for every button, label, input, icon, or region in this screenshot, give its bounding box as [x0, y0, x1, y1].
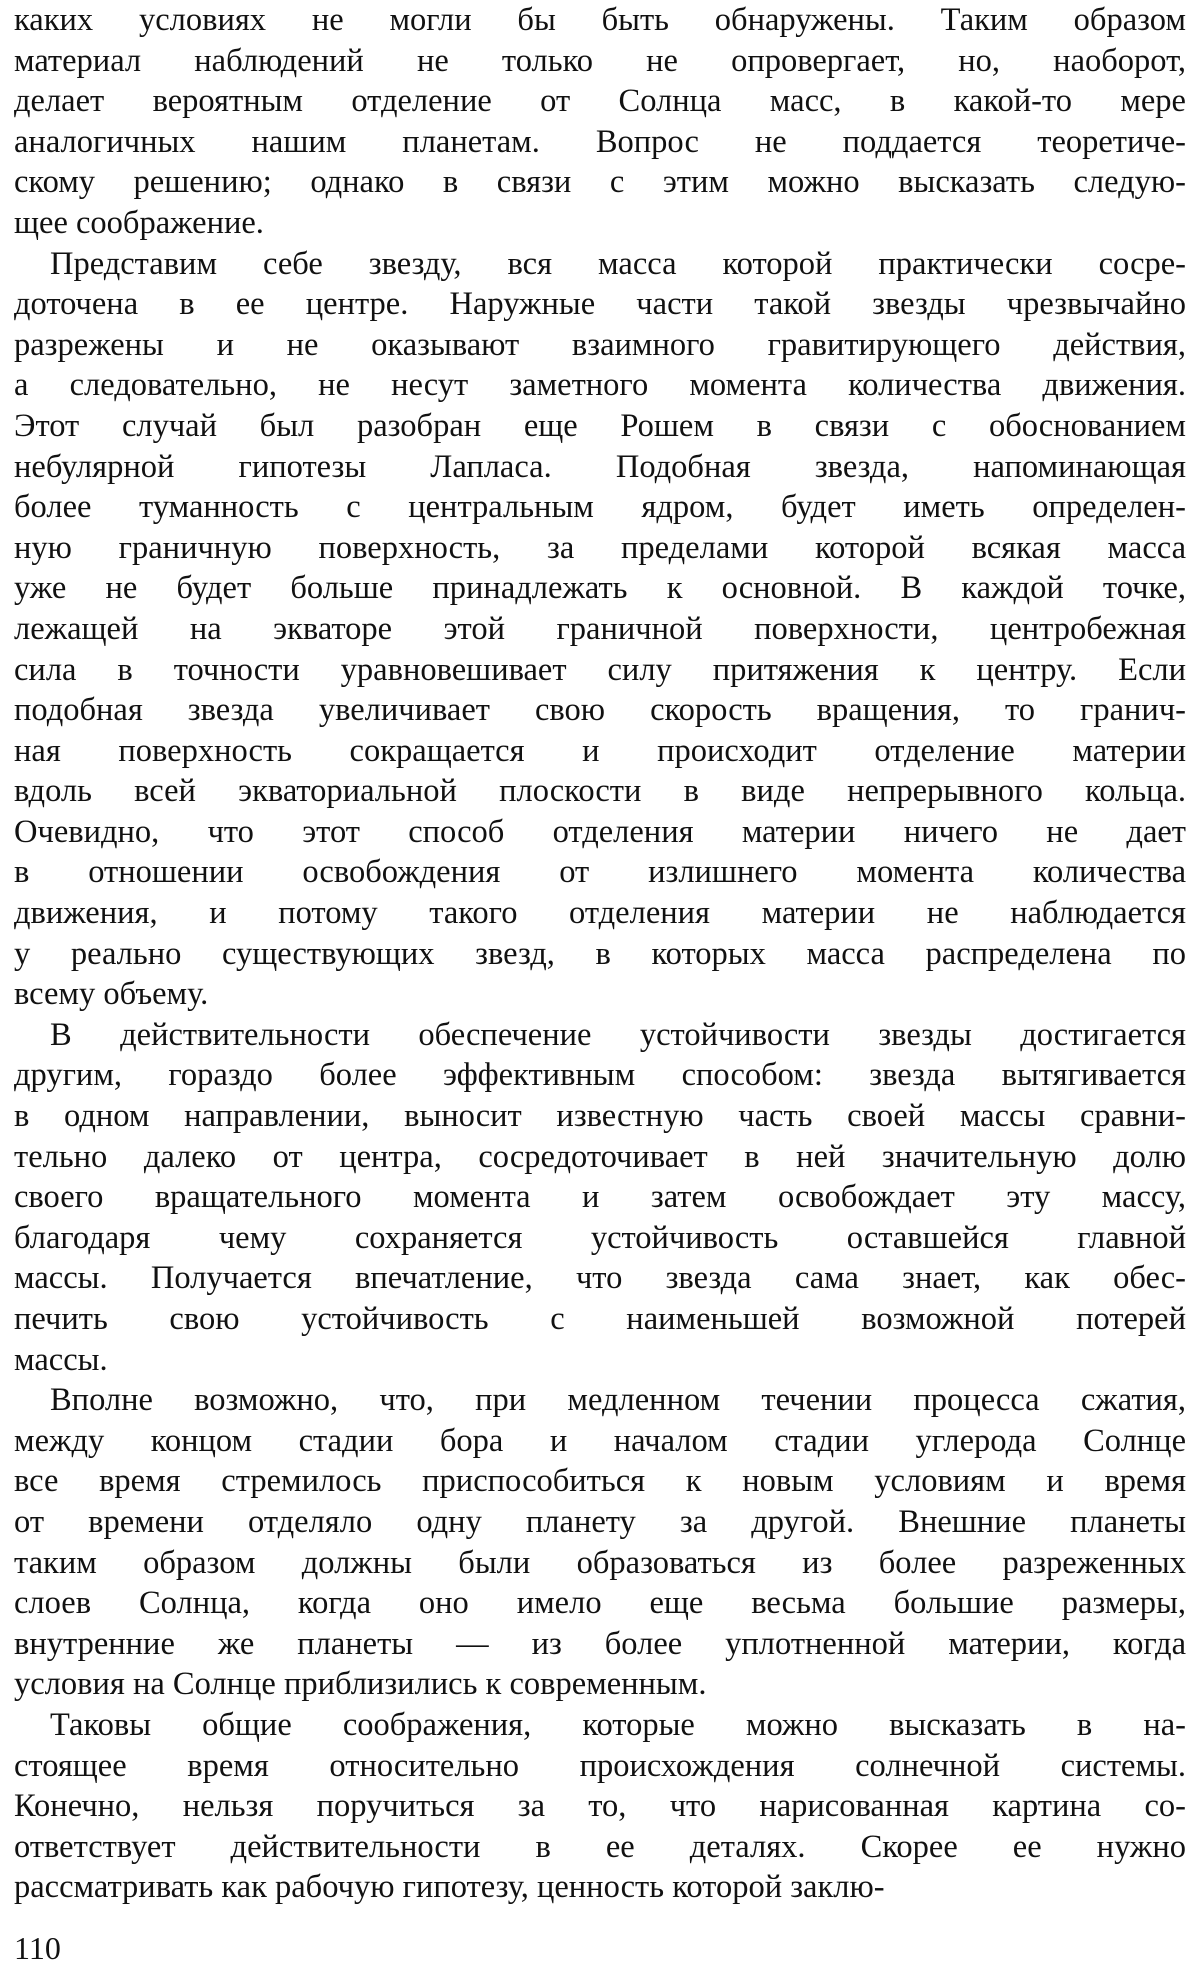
- text-line: всему объему.: [14, 976, 209, 1013]
- text-line: сила в точности уравновешивает силу притяжения к центру. Если: [14, 651, 1186, 688]
- text-line: небулярной гипотезы Лапласа. Подобная звезда, напоминающая: [14, 448, 1186, 485]
- paragraph: [14, 1380, 1186, 1705]
- text-line: слоев Солнца, когда оно имело еще весьма большие размеры,: [14, 1585, 1186, 1622]
- text-line: В действительности обеспечение устойчивости звезды достигается: [50, 1016, 1186, 1053]
- text-line: уже не будет больше принадлежать к основной. В каждой точке,: [14, 570, 1186, 607]
- text-line: Этот случай был разобран еще Рошем в связи с обоснованием: [14, 407, 1186, 444]
- text-line: лежащей на экваторе этой граничной поверхности, центробежная: [14, 610, 1186, 647]
- paragraph: [14, 1015, 1186, 1380]
- text-line: материал наблюдений не только не опровергает, но, наоборот,: [14, 42, 1186, 79]
- text-line: другим, гораздо более эффективным способом: звезда вытягивается: [14, 1057, 1186, 1094]
- paragraph: [14, 244, 1186, 1015]
- text-body: [14, 0, 1186, 1908]
- text-line: движения, и потому такого отделения материи не наблюдается: [14, 895, 1186, 932]
- book-page: [14, 0, 1186, 1984]
- page-number: 110: [14, 1930, 61, 1966]
- text-line: скому решению; однако в связи с этим можно высказать следую-: [14, 164, 1186, 201]
- text-line: между концом стадии бора и началом стадии углерода Солнце: [14, 1422, 1186, 1459]
- text-line: условия на Солнце приблизились к современным.: [14, 1666, 707, 1703]
- text-line: а следовательно, не несут заметного момента количества движения.: [14, 367, 1186, 404]
- text-line: Очевидно, что этот способ отделения материи ничего не дает: [14, 813, 1186, 850]
- text-line: благодаря чему сохраняется устойчивость оставшейся главной: [14, 1219, 1186, 1256]
- text-line: ная поверхность сокращается и происходит отделение материи: [14, 732, 1186, 769]
- text-line: каких условиях не могли бы быть обнаружены. Таким образом: [14, 2, 1186, 38]
- text-line: доточена в ее центре. Наружные части такой звезды чрезвычайно: [14, 286, 1186, 323]
- text-line: вдоль всей экваториальной плоскости в виде непрерывного кольца.: [14, 773, 1186, 810]
- text-line: своего вращательного момента и затем освобождает эту массу,: [14, 1179, 1186, 1216]
- text-line: у реально существующих звезд, в которых масса распределена по: [14, 935, 1186, 972]
- text-line: делает вероятным отделение от Солнца масс, в какой-то мере: [14, 83, 1186, 120]
- text-line: щее соображение.: [14, 204, 264, 241]
- text-line: аналогичных нашим планетам. Вопрос не поддается теоретиче-: [14, 123, 1186, 160]
- text-line: Таковы общие соображения, которые можно высказать в на-: [50, 1706, 1186, 1743]
- text-line: более туманность с центральным ядром, будет иметь определен-: [14, 489, 1186, 526]
- text-line: ответствует действительности в ее деталях. Скорее ее нужно: [14, 1828, 1186, 1865]
- text-line: внутренние же планеты — из более уплотненной материи, когда: [14, 1625, 1186, 1662]
- text-line: подобная звезда увеличивает свою скорость вращения, то гранич-: [14, 692, 1186, 729]
- paragraph: [14, 1705, 1186, 1908]
- text-line: печить свою устойчивость с наименьшей возможной потерей: [14, 1301, 1186, 1337]
- text-line: разрежены и не оказывают взаимного гравитирующего действия,: [14, 326, 1186, 363]
- text-line: в отношении освобождения от излишнего момента количества: [14, 854, 1186, 891]
- text-line: в одном направлении, выносит известную часть своей массы сравни-: [14, 1098, 1186, 1135]
- text-line: тельно далеко от центра, сосредоточивает в ней значительную долю: [14, 1138, 1186, 1175]
- paragraph: [14, 0, 1186, 244]
- text-line: Конечно, нельзя поручиться за то, что нарисованная картина со-: [14, 1788, 1186, 1825]
- text-line: все время стремилось приспособиться к новым условиям и время: [14, 1463, 1186, 1500]
- text-line: стоящее время относительно происхождения солнечной системы.: [14, 1747, 1186, 1784]
- text-line: массы.: [14, 1341, 108, 1378]
- text-line: Представим себе звезду, вся масса которой практически сосре-: [50, 245, 1186, 282]
- text-line: Вполне возможно, что, при медленном течении процесса сжатия,: [50, 1382, 1186, 1419]
- text-line: таким образом должны были образоваться из более разреженных: [14, 1544, 1186, 1581]
- text-line: от времени отделяло одну планету за другой. Внешние планеты: [14, 1503, 1186, 1540]
- text-line: ную граничную поверхность, за пределами которой всякая масса: [14, 529, 1186, 566]
- text-line: рассматривать как рабочую гипотезу, ценность которой заклю-: [14, 1869, 885, 1906]
- text-line: массы. Получается впечатление, что звезда сама знает, как обес-: [14, 1260, 1186, 1297]
